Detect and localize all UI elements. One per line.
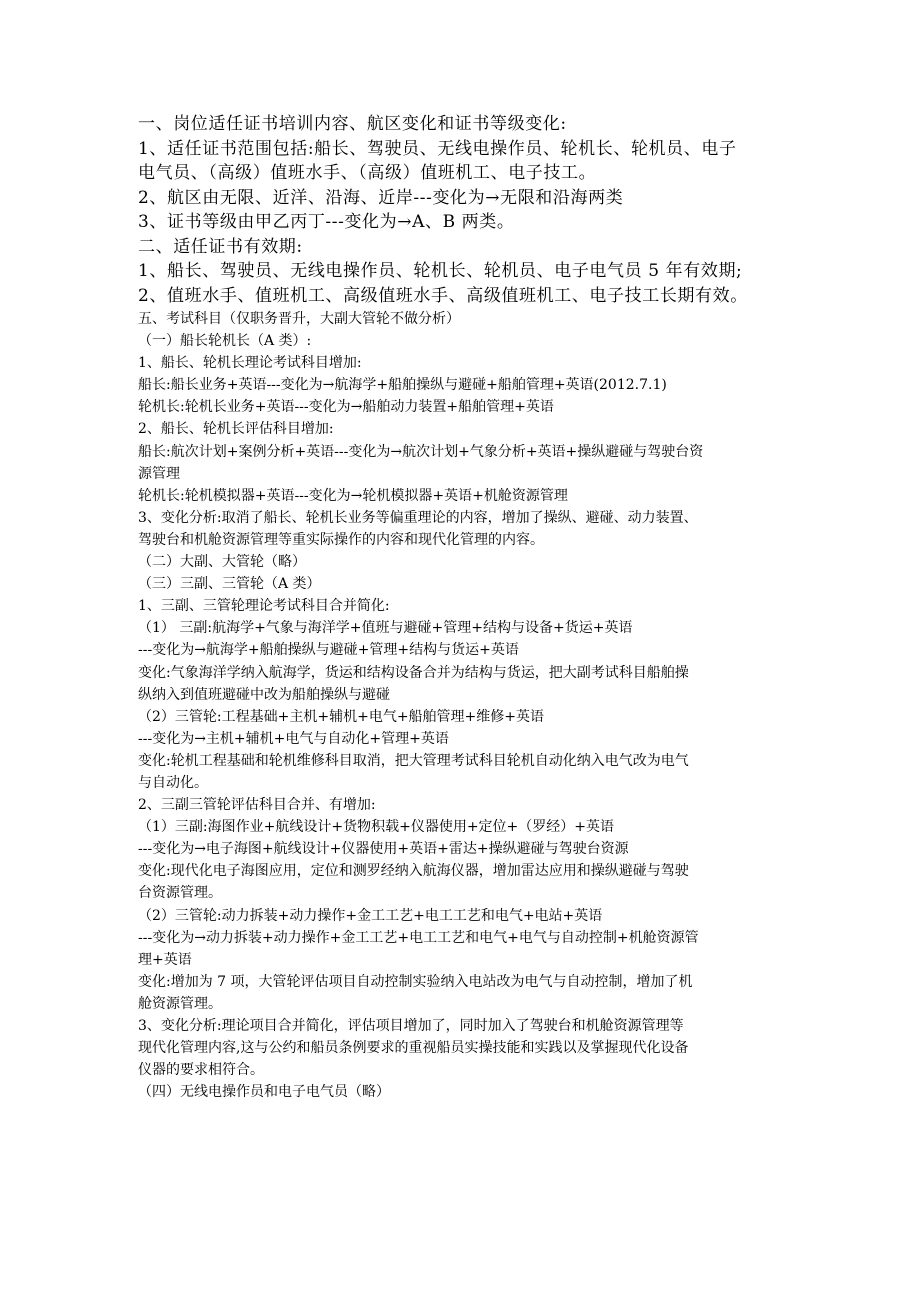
- section-five-heading: 五、考试科目（仅职务晋升，大副大管轮不做分析）: [138, 311, 460, 327]
- part1-s2-chief: 轮机长:轮机模拟器+英语---变化为→轮机模拟器+英语+机舱资源管理: [138, 487, 568, 504]
- part1-s3-line2: 驾驶台和机舱资源管理等重实际操作的内容和现代化管理的内容。: [138, 531, 544, 548]
- part1-s2-heading: 2、船长、轮机长评估科目增加:: [138, 421, 334, 438]
- part4-heading: （四）无线电操作员和电子电气员（略）: [138, 1084, 390, 1101]
- part3-s3-line1: 3、变化分析:理论项目合并简化，评估项目增加了，同时加入了驾驶台和机舱资源管理等: [138, 1018, 684, 1034]
- part3-heading: （三）三副、三管轮（A 类）: [138, 576, 321, 593]
- part3-s2-engineer-change-line1: ---变化为→动力拆装+动力操作+金工工艺+电工工艺和电气+电气与自动控制+机舱资源管: [138, 929, 699, 946]
- part1-s1-heading: 1、船长、轮机长理论考试科目增加:: [138, 355, 362, 372]
- section-one-item3: 3、证书等级由甲乙丙丁---变化为→A、B 两类。: [138, 212, 515, 232]
- part3-s2-engineer-change-line2: 理+英语: [138, 951, 192, 968]
- part1-s1-chief: 轮机长:轮机长业务+英语---变化为→船舶动力装置+船舶管理+英语: [138, 399, 554, 416]
- part3-s1-mate-note-line2: 纵纳入到值班避碰中改为船舶操纵与避碰: [138, 686, 390, 703]
- part3-s3-line2: 现代化管理内容,这与公约和船员条例要求的重视船员实操技能和实践以及掌握现代化设备: [138, 1040, 689, 1057]
- part3-s2-heading: 2、三副三管轮评估科目合并、有增加:: [138, 797, 376, 814]
- section-two-item1: 1、船长、驾驶员、无线电操作员、轮机长、轮机员、电子电气员 5 年有效期;: [138, 261, 743, 281]
- part3-s1-mate-change: ---变化为→航海学+船舶操纵与避碰+管理+结构与货运+英语: [138, 642, 519, 659]
- part3-s1-engineer-note-line2: 与自动化。: [138, 774, 208, 791]
- part3-s2-engineer: （2）三管轮:动力拆装+动力操作+金工工艺+电工工艺和电气+电站+英语: [138, 907, 603, 924]
- part3-s2-engineer-note-line1: 变化:增加为 7 项，大管轮评估项目自动控制实验纳入电站改为电气与自动控制，增加了机: [138, 973, 693, 990]
- part1-s1-captain: 船长:船长业务+英语---变化为→航海学+船舶操纵与避碰+船舶管理+英语(2012.7.1): [138, 377, 667, 394]
- document-body: [138, 112, 788, 1103]
- part3-s1-engineer-change: ---变化为→主机+辅机+电气与自动化+管理+英语: [138, 730, 449, 747]
- section-one-item2: 2、航区由无限、近洋、沿海、近岸---变化为→无限和沿海两类: [138, 187, 624, 208]
- part1-s3-line1: 3、变化分析:取消了船长、轮机长业务等偏重理论的内容，增加了操纵、避碰、动力装置、: [138, 509, 698, 526]
- part3-s3-line3: 仪器的要求相符合。: [138, 1062, 264, 1079]
- section-one-item1-line2: 电气员、（高级）值班水手、（高级）值班机工、电子技工。: [138, 163, 597, 183]
- section-two-heading: 二、适任证书有效期:: [138, 236, 303, 257]
- part3-s2-mate: （1）三副:海图作业+航线设计+货物积载+仪器使用+定位+（罗经）+英语: [138, 819, 615, 836]
- part3-s2-mate-note-line2: 台资源管理。: [138, 885, 222, 902]
- part3-s1-mate-note-line1: 变化:气象海洋学纳入航海学，货运和结构设备合并为结构与货运，把大副考试科目船舶操: [138, 664, 689, 681]
- part3-s1-mate: （1） 三副:航海学+气象与海洋学+值班与避碰+管理+结构与设备+货运+英语: [138, 620, 633, 637]
- part3-s2-mate-change: ---变化为→电子海图+航线设计+仪器使用+英语+雷达+操纵避碰与驾驶台资源: [138, 841, 629, 858]
- part1-s2-captain-line2: 源管理: [138, 465, 180, 482]
- section-one-heading: 一、岗位适任证书培训内容、航区变化和证书等级变化:: [138, 114, 567, 134]
- section-one-item1-line1: 1、适任证书范围包括:船长、驾驶员、无线电操作员、轮机长、轮机员、电子: [138, 138, 737, 159]
- part3-s1-engineer: （2）三管轮:工程基础+主机+辅机+电气+船舶管理+维修+英语: [138, 708, 545, 725]
- part1-s2-captain-line1: 船长:航次计划+案例分析+英语---变化为→航次计划+气象分析+英语+操纵避碰与驾驶台资: [138, 443, 704, 460]
- part3-s2-engineer-note-line2: 舱资源管理。: [138, 995, 222, 1012]
- part2-heading: （二）大副、大管轮（略）: [138, 554, 306, 571]
- part1-heading: （一）船长轮机长（A 类）:: [138, 333, 312, 350]
- section-two-item2: 2、值班水手、值班机工、高级值班水手、高级值班机工、电子技工长期有效。: [138, 285, 748, 306]
- part3-s1-engineer-note-line1: 变化:轮机工程基础和轮机维修科目取消，把大管理考试科目轮机自动化纳入电气改为电气: [138, 752, 689, 769]
- part3-s1-heading: 1、三副、三管轮理论考试科目合并简化:: [138, 598, 390, 615]
- part3-s2-mate-note-line1: 变化:现代化电子海图应用，定位和测罗经纳入航海仪器，增加雷达应用和操纵避碰与驾驶: [138, 863, 689, 880]
